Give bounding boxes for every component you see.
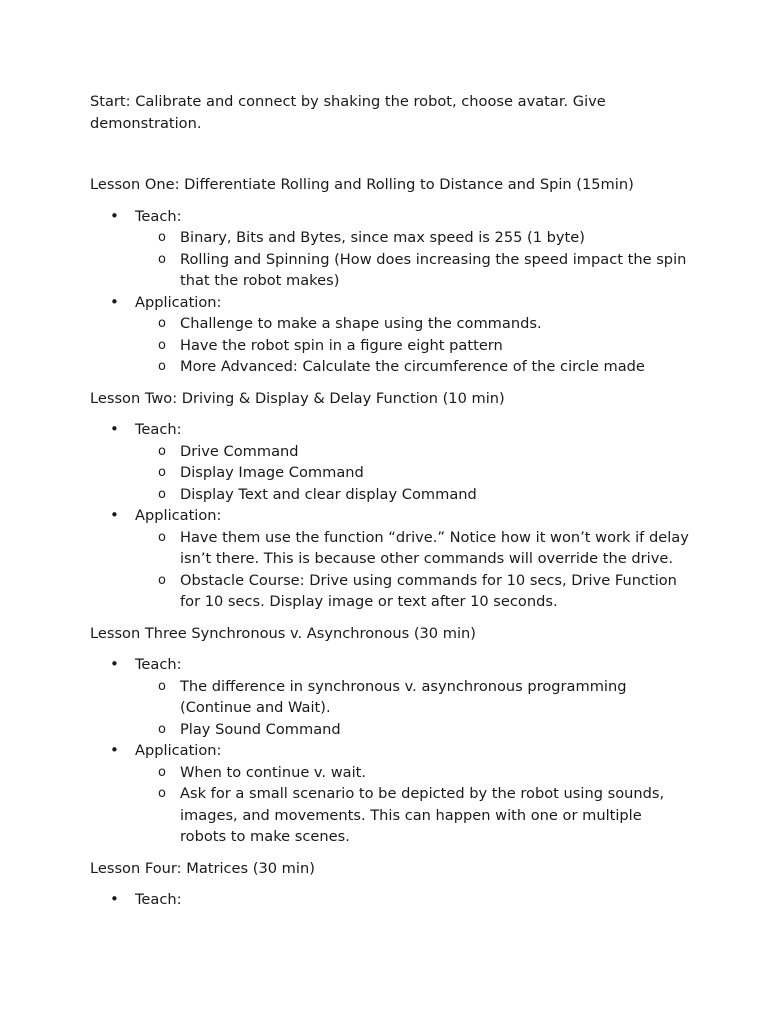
lesson-title: Lesson Three Synchronous v. Asynchronous (30 min) <box>90 624 476 642</box>
list-item <box>135 762 690 784</box>
list-item-text: Binary, Bits and Bytes, since max speed is 255 (1 byte) <box>180 229 585 246</box>
lesson-three <box>90 623 690 848</box>
sub-list <box>135 676 690 741</box>
section-label: Teach: <box>135 891 182 908</box>
list-item-text: Have them use the function “drive.” Notice how it won’t work if delay isn’t there. This is because other commands will override the drive. <box>180 528 689 567</box>
section-teach <box>90 419 690 505</box>
sub-bullet-icon: o <box>158 230 166 245</box>
list-item <box>135 462 690 484</box>
list-item <box>135 441 690 463</box>
sub-list <box>135 527 690 613</box>
sub-bullet-icon: o <box>158 764 166 780</box>
intro-paragraph: Start: Calibrate and connect by shaking the robot, choose avatar. Give demonstration. <box>90 93 606 132</box>
list-item <box>135 783 690 848</box>
bullet-icon: • <box>110 655 119 673</box>
list-item <box>135 249 690 292</box>
sub-list <box>135 227 690 292</box>
sub-bullet-icon: o <box>158 721 166 737</box>
lesson-title: Lesson Two: Driving & Display & Delay Function (10 min) <box>90 389 505 407</box>
section-label: Teach: <box>135 421 182 438</box>
section-application <box>90 292 690 378</box>
lesson-title: Lesson Four: Matrices (30 min) <box>90 859 315 877</box>
list-item-text: Display Text and clear display Command <box>180 485 477 503</box>
list-item <box>135 356 690 378</box>
list-item-text: Rolling and Spinning (How does increasing the speed impact the spin that the robot makes) <box>180 250 687 289</box>
sub-bullet-icon: o <box>158 359 166 374</box>
sub-bullet-icon: o <box>158 251 166 267</box>
sub-bullet-icon: o <box>158 337 166 353</box>
list-item-text: Display Image Command <box>180 464 364 481</box>
sub-list <box>135 313 690 378</box>
list-item <box>135 570 690 613</box>
list-item-text: More Advanced: Calculate the circumference of the circle made <box>180 358 645 375</box>
lesson-one <box>90 174 690 378</box>
list-item-text: Have the robot spin in a figure eight pattern <box>180 336 503 354</box>
list-item <box>135 676 690 719</box>
list-item <box>135 313 690 335</box>
list-item-text: Obstacle Course: Drive using commands for 10 secs, Drive Function for 10 secs. Display image or text after 10 seconds. <box>180 571 677 610</box>
lesson-sections <box>90 654 690 848</box>
sub-bullet-icon: o <box>158 678 166 694</box>
bullet-icon: • <box>110 420 119 438</box>
list-item-text: Ask for a small scenario to be depicted by the robot using sounds, images, and movements. This can happen with one or multiple robots to make scenes. <box>180 785 665 845</box>
section-application <box>90 740 690 848</box>
lesson-four <box>90 858 690 911</box>
bullet-icon: • <box>110 890 119 908</box>
lesson-two <box>90 388 690 613</box>
lesson-sections <box>90 206 690 378</box>
list-item-text: Drive Command <box>180 442 299 460</box>
list-item <box>135 719 690 741</box>
sub-bullet-icon: o <box>158 572 166 588</box>
list-item <box>135 527 690 570</box>
lesson-title: Lesson One: Differentiate Rolling and Rolling to Distance and Spin (15min) <box>90 176 634 193</box>
bullet-icon: • <box>110 292 119 311</box>
sub-bullet-icon: o <box>158 465 166 480</box>
section-label: Application: <box>135 742 222 759</box>
lesson-sections <box>90 889 690 911</box>
sub-bullet-icon: o <box>158 486 166 502</box>
bullet-icon: • <box>110 206 119 225</box>
sub-bullet-icon: o <box>158 529 166 545</box>
bullet-icon: • <box>110 506 119 524</box>
sub-bullet-icon: o <box>158 316 166 331</box>
bullet-icon: • <box>110 741 119 759</box>
list-item-text: Play Sound Command <box>180 720 341 738</box>
section-label: Application: <box>135 507 222 524</box>
document-page <box>90 91 690 921</box>
list-item-text: Challenge to make a shape using the commands. <box>180 315 542 332</box>
sub-list <box>135 441 690 506</box>
list-item <box>135 335 690 357</box>
sub-list <box>135 762 690 848</box>
list-item-text: The difference in synchronous v. asynchronous programming (Continue and Wait). <box>180 677 627 716</box>
lesson-sections <box>90 419 690 613</box>
section-teach <box>90 206 690 292</box>
section-teach <box>90 654 690 740</box>
list-item <box>135 227 690 249</box>
list-item-text: When to continue v. wait. <box>180 763 367 781</box>
section-label: Teach: <box>135 656 182 673</box>
list-item <box>135 484 690 506</box>
sub-bullet-icon: o <box>158 443 166 459</box>
section-label: Teach: <box>135 207 182 225</box>
section-teach <box>90 889 690 911</box>
section-application <box>90 505 690 613</box>
section-label: Application: <box>135 293 222 311</box>
sub-bullet-icon: o <box>158 786 166 801</box>
